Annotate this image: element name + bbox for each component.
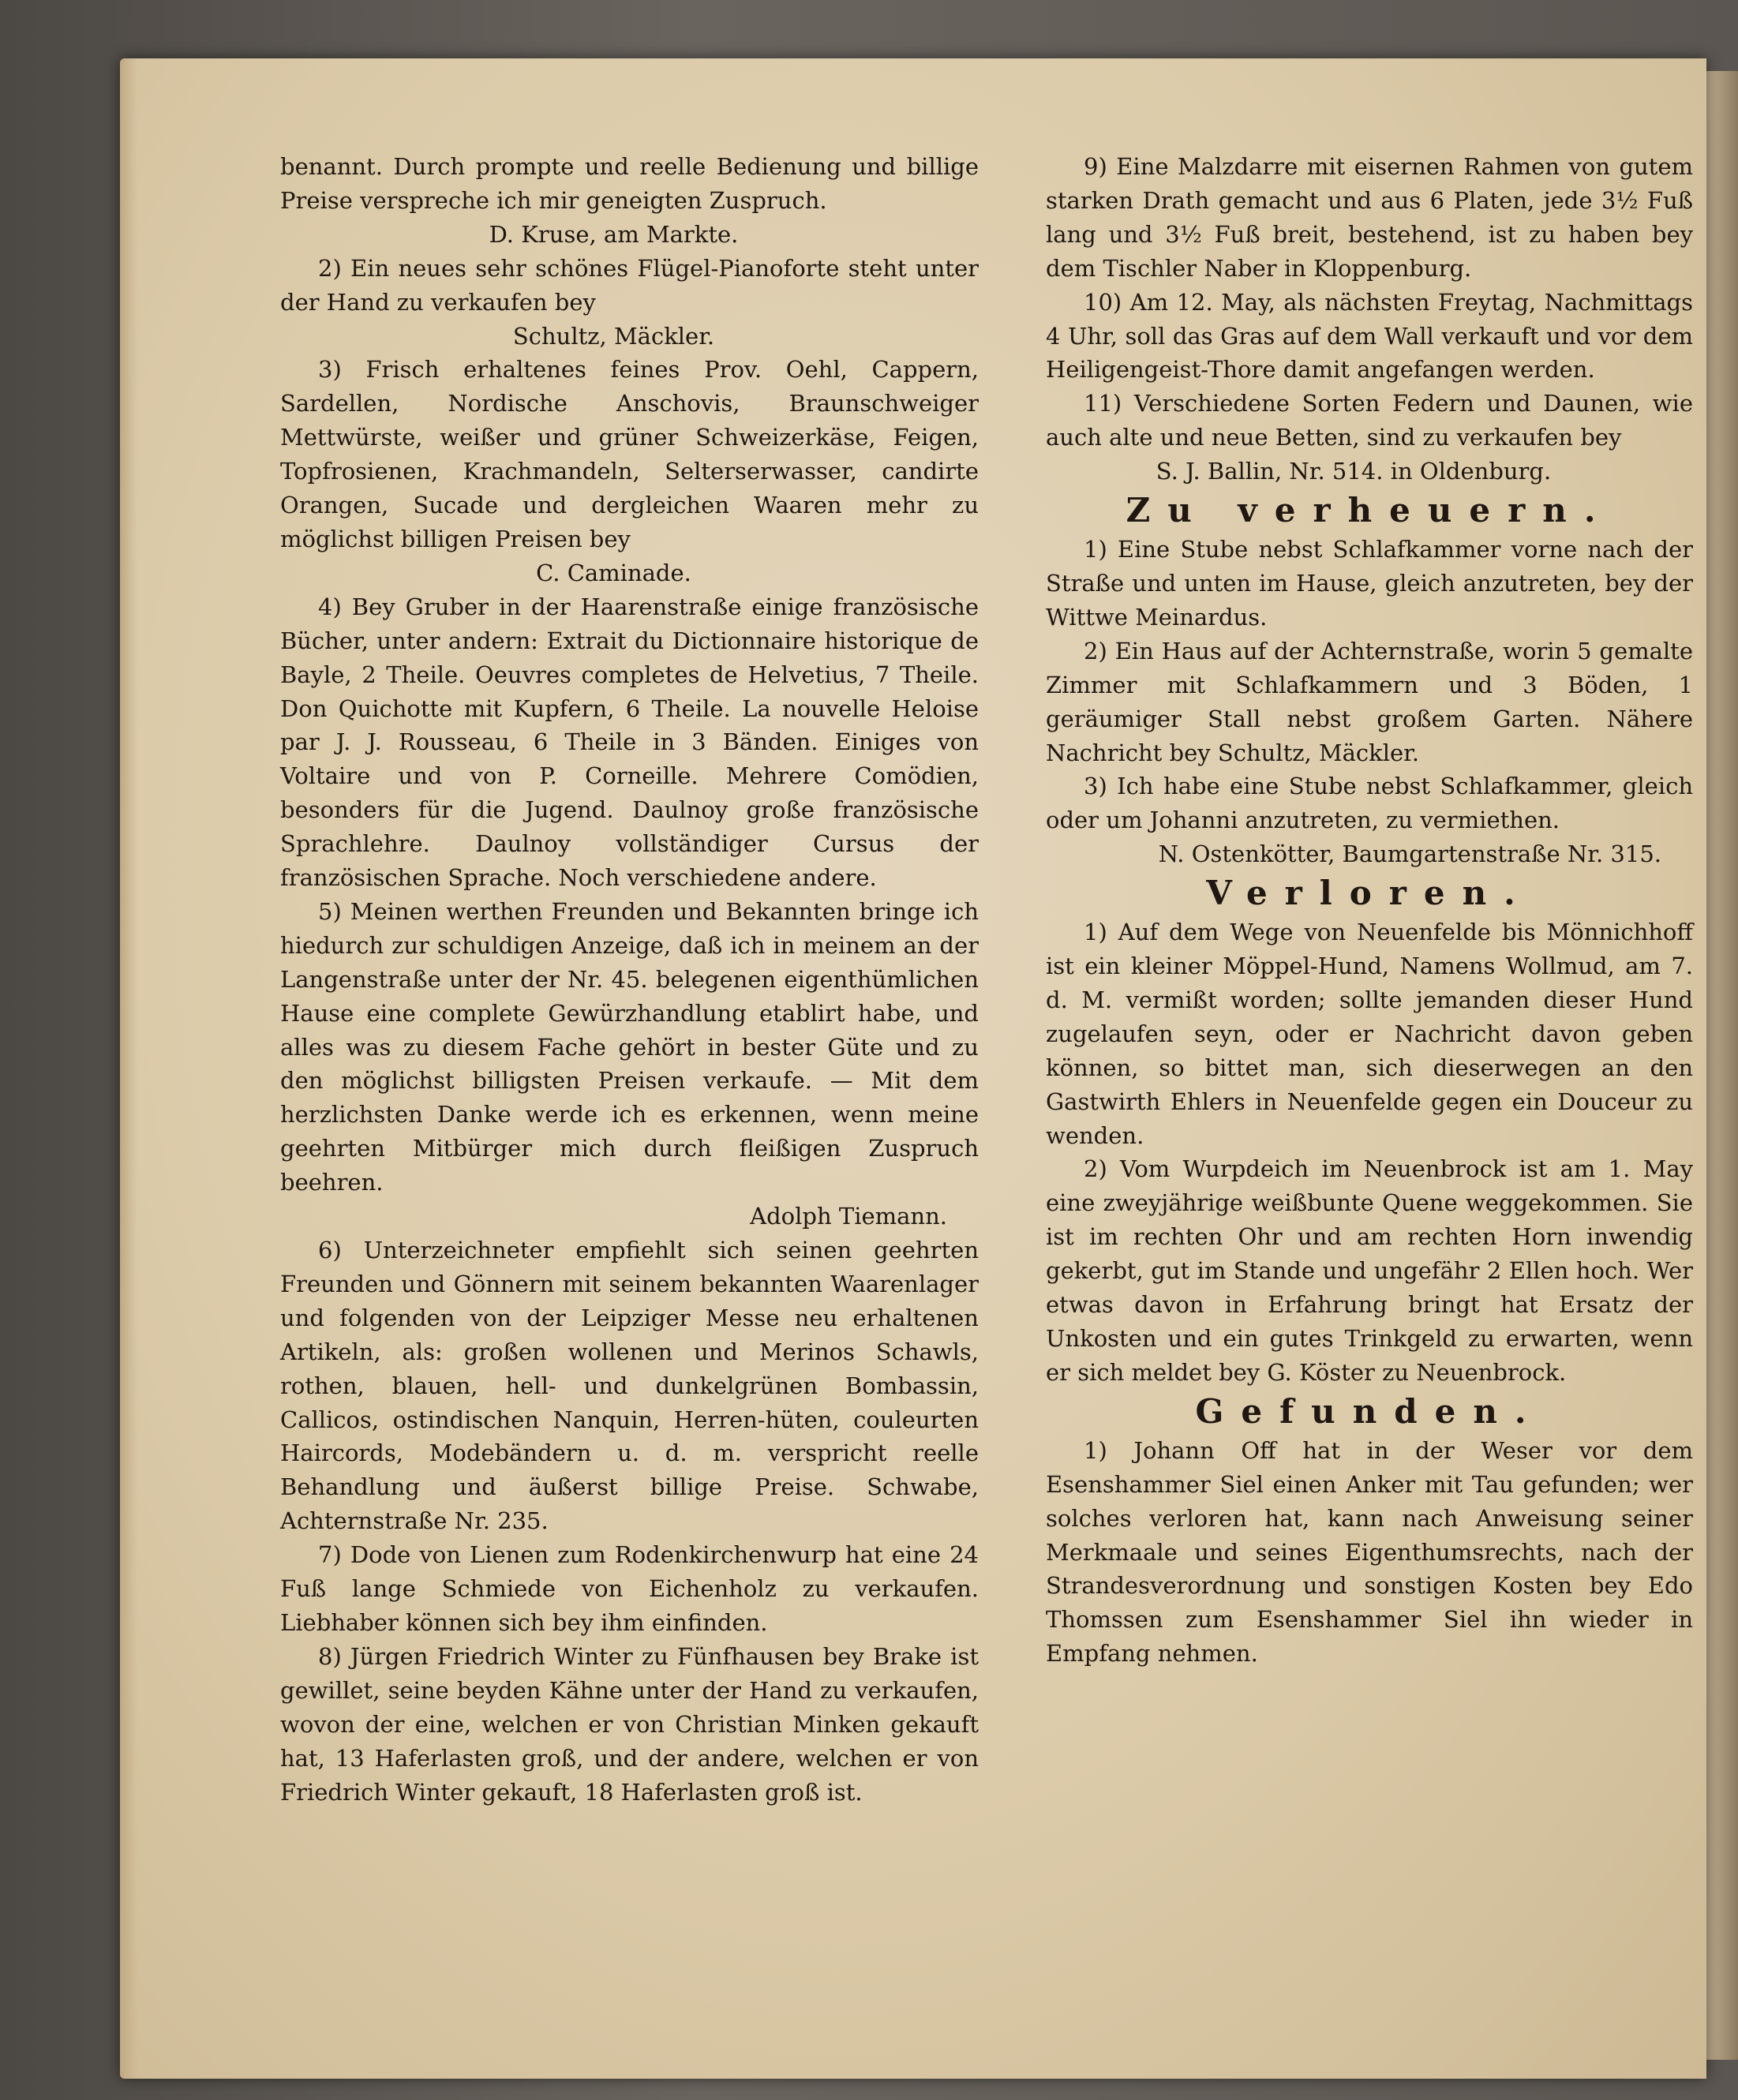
- advert-paragraph: 4) Bey Gruber in der Haarenstraße einige französische Bücher, unter andern: Extrait du Dictionnaire historique de Bayle, 2 Theile. Oeuvres completes de Helvetius, 7 Theile. Don Quichotte mit Kupfern, 6 Theile. La nouvelle Heloise par J. J. Rousseau, 6 Theile in 3 Bänden. Einiges von Voltaire und von P. Corneille. Mehrere Comödien, besonders für die Jugend. Daulnoy große französische Sprachlehre. Daulnoy vollständiger Cursus der französischen Sprache. Noch verschiedene andere.: [280, 593, 979, 892]
- advert-paragraph: 10) Am 12. May, als nächsten Freytag, Nachmittags 4 Uhr, soll das Gras auf dem Wall verkauft und vor dem Heiligengeist-Thore damit angefangen werden.: [1046, 288, 1693, 384]
- signature: N. Ostenkötter, Baumgartenstraße Nr. 315.: [1158, 840, 1661, 868]
- advert-paragraph: 3) Frisch erhaltenes feines Prov. Oehl, Cappern, Sardellen, Nordische Anschovis, Braunschweiger Mettwürste, weißer und grüner Schweizerkäse, Feigen, Topfrosienen, Krachmandeln, Selterserwasser, candirte Orangen, Sucade und dergleichen Waaren mehr zu möglichst billigen Preisen bey: [280, 356, 979, 552]
- advert-paragraph: 11) Verschiedene Sorten Federn und Daunen, wie auch alte und neue Betten, sind zu verkaufen bey: [1046, 390, 1693, 451]
- advert-paragraph: 9) Eine Malzdarre mit eisernen Rahmen von gutem starken Drath gemacht und aus 6 Platen, jede 3½ Fuß lang und 3½ Fuß breit, bestehend, ist zu haben bey dem Tischler Naber in Kloppenburg.: [1046, 153, 1693, 282]
- section-heading-verloren: Verloren.: [1206, 874, 1533, 913]
- text-block: benannt. Durch prompte und reelle Bedienung und billige Preise verspreche ich mir geneigten Zuspruch.: [280, 153, 979, 214]
- right-column: [1046, 150, 1693, 1671]
- signature: Schultz, Mäckler.: [512, 322, 715, 350]
- advert-paragraph: 6) Unterzeichneter empfiehlt sich seinen geehrten Freunden und Gönnern mit seinem bekannten Waarenlager und folgenden von der Leipziger Messe neu erhaltenen Artikeln, als: großen wollenen und Merinos Schawls, rothen, blauen, hell- und dunkelgrünen Bombassin, Callicos, ostindischen Nanquin, Herren-hüten, couleurten Haircords, Modebändern u. d. m. verspricht reelle Behandlung und äußerst billige Preise. Schwabe, Achternstraße Nr. 235.: [280, 1237, 979, 1535]
- signature: C. Caminade.: [536, 559, 691, 586]
- signature: Adolph Tiemann.: [750, 1203, 947, 1230]
- advert-paragraph: 1) Auf dem Wege von Neuenfelde bis Mönnichhoff ist ein kleiner Möppel-Hund, Namens Wollmud, am 7. d. M. vermißt worden; sollte jemanden dieser Hund zugelaufen seyn, oder er Nachricht davon geben können, so bittet man, sich dieserwegen an den Gastwirth Ehlers in Neuenfelde gegen ein Douceur zu wenden.: [1046, 919, 1693, 1149]
- advert-paragraph: 7) Dode von Lienen zum Rodenkirchenwurp hat eine 24 Fuß lange Schmiede von Eichenholz zu verkaufen. Liebhaber können sich bey ihm einfinden.: [280, 1541, 979, 1636]
- advert-paragraph: 1) Eine Stube nebst Schlafkammer vorne nach der Straße und unten im Hause, gleich anzutreten, bey der Wittwe Meinardus.: [1046, 536, 1693, 631]
- section-heading-zu-verheuern: Zu verheuern.: [1126, 491, 1613, 530]
- signature: D. Kruse, am Markte.: [489, 220, 739, 248]
- advert-paragraph: 2) Ein neues sehr schönes Flügel-Pianoforte steht unter der Hand zu verkaufen bey: [280, 254, 979, 316]
- left-column: [280, 150, 979, 1809]
- section-heading-gefunden: Gefunden.: [1195, 1391, 1544, 1431]
- advert-paragraph: 3) Ich habe eine Stube nebst Schlafkammer, gleich oder um Johanni anzutreten, zu vermiethen.: [1046, 773, 1693, 834]
- advert-paragraph: 1) Johann Off hat in der Weser vor dem Esenshammer Siel einen Anker mit Tau gefunden; wer solches verloren hat, kann nach Anweisung seiner Merkmaale und seines Eigenthumsrechts, nach der Strandesverordnung und sonstigen Kosten bey Edo Thomssen zum Esenshammer Siel ihn wieder in Empfang nehmen.: [1046, 1436, 1693, 1668]
- advert-paragraph: 2) Vom Wurpdeich im Neuenbrock ist am 1. May eine zweyjährige weißbunte Quene weggekommen. Sie ist im rechten Ohr und am rechten Horn inwendig gekerbt, gut im Stande und ungefähr 2 Ellen hoch. Wer etwas davon in Erfahrung bringt hat Ersatz der Unkosten und ein gutes Trinkgeld zu erwarten, wenn er sich meldet bey G. Köster zu Neuenbrock.: [1046, 1155, 1693, 1386]
- advert-paragraph: 2) Ein Haus auf der Achternstraße, worin 5 gemalte Zimmer mit Schlafkammern und 3 Böden, 1 geräumiger Stall nebst großem Garten. Nähere Nachricht bey Schultz, Mäckler.: [1046, 637, 1693, 766]
- signature: S. J. Ballin, Nr. 514. in Oldenburg.: [1156, 458, 1552, 485]
- page-edge-shadow: [120, 58, 137, 2079]
- advert-paragraph: 5) Meinen werthen Freunden und Bekannten bringe ich hiedurch zur schuldigen Anzeige, daß ich in meinem an der Langenstraße unter der Nr. 45. belegenen eigenthümlichen Hause eine complete Gewürzhandlung etablirt habe, und alles was zu diesem Fache gehört in bester Güte und zu den möglichst billigsten Preisen verkaufe. — Mit dem herzlichsten Danke werde ich es erkennen, wenn meine geehrten Mitbürger mich durch fleißigen Zuspruch beehren.: [280, 897, 979, 1196]
- advert-paragraph: 8) Jürgen Friedrich Winter zu Fünfhausen bey Brake ist gewillet, seine beyden Kähne unter der Hand zu verkaufen, wovon der eine, welchen er von Christian Minken gekauft hat, 13 Haferlasten groß, und der andere, welchen er von Friedrich Winter gekauft, 18 Haferlasten groß ist.: [280, 1642, 979, 1806]
